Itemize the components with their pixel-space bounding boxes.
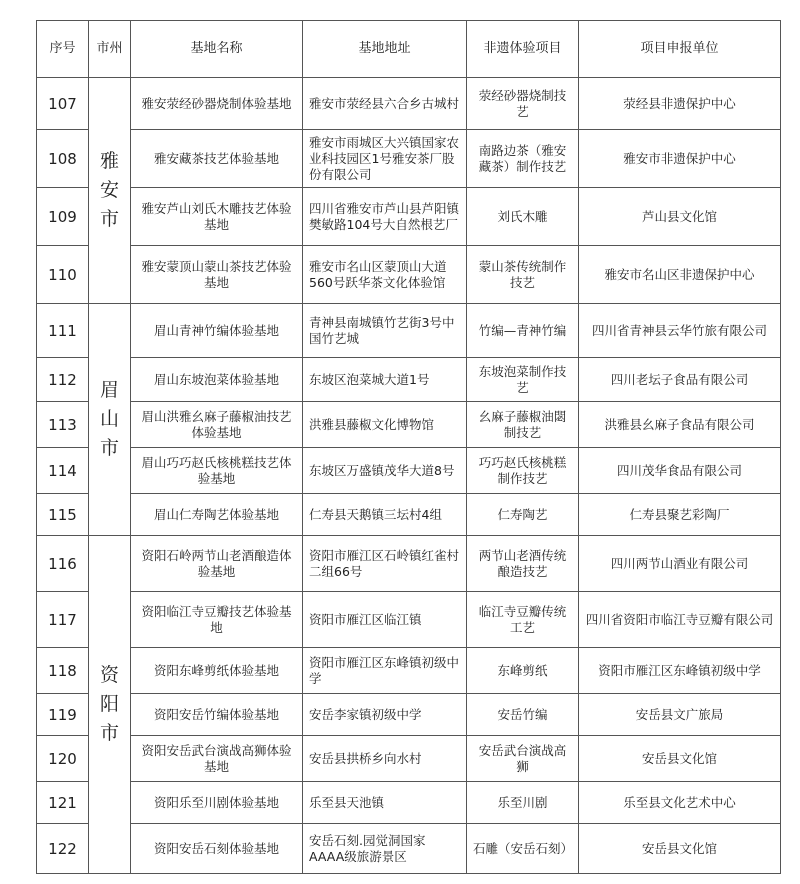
seq-cell: 112 — [37, 358, 89, 402]
table-row — [37, 188, 781, 246]
seq-cell: 113 — [37, 402, 89, 448]
applicant-cell: 芦山县文化馆 — [579, 188, 781, 246]
base-address-cell: 安岳县拱桥乡向水村 — [303, 736, 467, 782]
heritage-item-cell: 南路边茶（雅安藏茶）制作技艺 — [467, 130, 579, 188]
table-row — [37, 78, 781, 130]
table-row — [37, 494, 781, 536]
table-row — [37, 246, 781, 304]
applicant-cell: 安岳县文化馆 — [579, 824, 781, 874]
base-address-cell: 安岳李家镇初级中学 — [303, 694, 467, 736]
table-row — [37, 592, 781, 648]
table-row — [37, 694, 781, 736]
applicant-cell: 雅安市名山区非遗保护中心 — [579, 246, 781, 304]
heritage-item-cell: 临江寺豆瓣传统工艺 — [467, 592, 579, 648]
header-heritage-item: 非遗体验项目 — [467, 21, 579, 78]
heritage-item-cell: 安岳武台演战高狮 — [467, 736, 579, 782]
base-address-cell: 乐至县天池镇 — [303, 782, 467, 824]
city-cell: 资阳市 — [89, 536, 131, 874]
heritage-item-cell: 两节山老酒传统酿造技艺 — [467, 536, 579, 592]
city-cell: 雅安市 — [89, 78, 131, 304]
base-name-cell: 资阳安岳武台演战高狮体验基地 — [131, 736, 303, 782]
table-row — [37, 736, 781, 782]
applicant-cell: 雅安市非遗保护中心 — [579, 130, 781, 188]
base-name-cell: 资阳安岳石刻体验基地 — [131, 824, 303, 874]
heritage-base-table — [36, 20, 781, 874]
base-address-cell: 四川省雅安市芦山县芦阳镇樊敏路104号大自然根艺厂 — [303, 188, 467, 246]
seq-cell: 117 — [37, 592, 89, 648]
base-name-cell: 资阳东峰剪纸体验基地 — [131, 648, 303, 694]
applicant-cell: 仁寿县聚艺彩陶厂 — [579, 494, 781, 536]
seq-cell: 121 — [37, 782, 89, 824]
table-row — [37, 536, 781, 592]
seq-cell: 122 — [37, 824, 89, 874]
base-address-cell: 洪雅县藤椒文化博物馆 — [303, 402, 467, 448]
base-name-cell: 雅安荥经砂器烧制体验基地 — [131, 78, 303, 130]
base-address-cell: 东坡区泡菜城大道1号 — [303, 358, 467, 402]
table-row — [37, 448, 781, 494]
base-name-cell: 雅安芦山刘氏木雕技艺体验基地 — [131, 188, 303, 246]
base-name-cell: 资阳安岳竹编体验基地 — [131, 694, 303, 736]
base-name-cell: 眉山东坡泡菜体验基地 — [131, 358, 303, 402]
base-address-cell: 雅安市荥经县六合乡古城村 — [303, 78, 467, 130]
seq-cell: 115 — [37, 494, 89, 536]
header-base-address: 基地地址 — [303, 21, 467, 78]
seq-cell: 118 — [37, 648, 89, 694]
applicant-cell: 四川省资阳市临江寺豆瓣有限公司 — [579, 592, 781, 648]
seq-cell: 109 — [37, 188, 89, 246]
base-address-cell: 资阳市雁江区东峰镇初级中学 — [303, 648, 467, 694]
table-row — [37, 130, 781, 188]
seq-cell: 107 — [37, 78, 89, 130]
seq-cell: 110 — [37, 246, 89, 304]
header-seq: 序号 — [37, 21, 89, 78]
base-address-cell: 资阳市雁江区临江镇 — [303, 592, 467, 648]
table-body — [37, 78, 781, 874]
table-row — [37, 304, 781, 358]
base-address-cell: 雅安市雨城区大兴镇国家农业科技园区1号雅安茶厂股份有限公司 — [303, 130, 467, 188]
applicant-cell: 四川两节山酒业有限公司 — [579, 536, 781, 592]
base-address-cell: 东坡区万盛镇茂华大道8号 — [303, 448, 467, 494]
base-name-cell: 资阳临江寺豆瓣技艺体验基地 — [131, 592, 303, 648]
base-name-cell: 眉山青神竹编体验基地 — [131, 304, 303, 358]
heritage-item-cell: 竹编—青神竹编 — [467, 304, 579, 358]
heritage-item-cell: 东峰剪纸 — [467, 648, 579, 694]
base-name-cell: 雅安蒙顶山蒙山茶技艺体验基地 — [131, 246, 303, 304]
heritage-item-cell: 巧巧赵氏核桃糕制作技艺 — [467, 448, 579, 494]
applicant-cell: 乐至县文化艺术中心 — [579, 782, 781, 824]
heritage-item-cell: 石雕（安岳石刻） — [467, 824, 579, 874]
base-name-cell: 眉山洪雅幺麻子藤椒油技艺体验基地 — [131, 402, 303, 448]
header-row — [37, 21, 781, 78]
base-name-cell: 眉山巧巧赵氏核桃糕技艺体验基地 — [131, 448, 303, 494]
table-row — [37, 782, 781, 824]
applicant-cell: 四川茂华食品有限公司 — [579, 448, 781, 494]
seq-cell: 116 — [37, 536, 89, 592]
table-row — [37, 824, 781, 874]
base-address-cell: 资阳市雁江区石岭镇红雀村二组66号 — [303, 536, 467, 592]
seq-cell: 111 — [37, 304, 89, 358]
base-address-cell: 青神县南城镇竹艺街3号中国竹艺城 — [303, 304, 467, 358]
table-row — [37, 358, 781, 402]
city-cell: 眉山市 — [89, 304, 131, 536]
heritage-item-cell: 安岳竹编 — [467, 694, 579, 736]
heritage-item-cell: 幺麻子藤椒油閟制技艺 — [467, 402, 579, 448]
applicant-cell: 四川老坛子食品有限公司 — [579, 358, 781, 402]
base-address-cell: 雅安市名山区蒙顶山大道560号跃华茶文化体验馆 — [303, 246, 467, 304]
applicant-cell: 洪雅县幺麻子食品有限公司 — [579, 402, 781, 448]
base-name-cell: 雅安藏茶技艺体验基地 — [131, 130, 303, 188]
base-name-cell: 资阳乐至川剧体验基地 — [131, 782, 303, 824]
base-address-cell: 仁寿县天鹅镇三坛村4组 — [303, 494, 467, 536]
applicant-cell: 荥经县非遗保护中心 — [579, 78, 781, 130]
heritage-item-cell: 乐至川剧 — [467, 782, 579, 824]
applicant-cell: 安岳县文广旅局 — [579, 694, 781, 736]
base-name-cell: 资阳石岭两节山老酒酿造体验基地 — [131, 536, 303, 592]
heritage-item-cell: 荥经砂器烧制技艺 — [467, 78, 579, 130]
base-name-cell: 眉山仁寿陶艺体验基地 — [131, 494, 303, 536]
table-row — [37, 402, 781, 448]
applicant-cell: 资阳市雁江区东峰镇初级中学 — [579, 648, 781, 694]
seq-cell: 119 — [37, 694, 89, 736]
seq-cell: 120 — [37, 736, 89, 782]
heritage-item-cell: 东坡泡菜制作技艺 — [467, 358, 579, 402]
table-row — [37, 648, 781, 694]
header-city: 市州 — [89, 21, 131, 78]
heritage-item-cell: 仁寿陶艺 — [467, 494, 579, 536]
base-address-cell: 安岳石刻.园觉洞国家AAAA级旅游景区 — [303, 824, 467, 874]
heritage-item-cell: 刘氏木雕 — [467, 188, 579, 246]
applicant-cell: 四川省青神县云华竹旅有限公司 — [579, 304, 781, 358]
header-base-name: 基地名称 — [131, 21, 303, 78]
applicant-cell: 安岳县文化馆 — [579, 736, 781, 782]
heritage-item-cell: 蒙山茶传统制作技艺 — [467, 246, 579, 304]
seq-cell: 114 — [37, 448, 89, 494]
seq-cell: 108 — [37, 130, 89, 188]
header-applicant: 项目申报单位 — [579, 21, 781, 78]
